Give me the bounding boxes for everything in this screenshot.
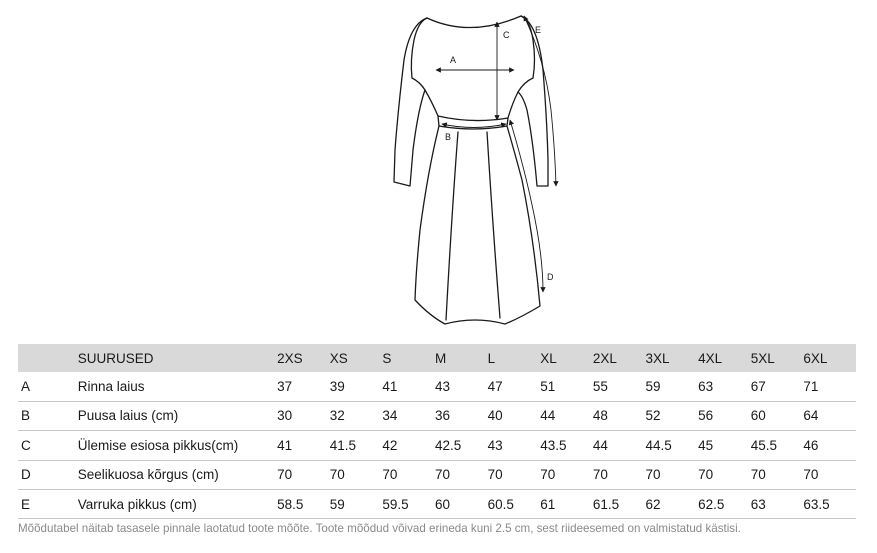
table-cell: 44: [593, 431, 646, 460]
header-size: M: [435, 344, 488, 372]
table-cell: 41: [382, 372, 435, 401]
table-cell: 32: [330, 401, 383, 430]
table-cell: 63: [751, 489, 804, 518]
header-label: SUURUSED: [78, 344, 277, 372]
table-cell: 70: [698, 460, 751, 489]
table-row: [18, 372, 856, 401]
table-cell: 39: [330, 372, 383, 401]
skirt-fold: [487, 132, 500, 318]
header-size: 6XL: [803, 344, 856, 372]
table-cell: 63: [698, 372, 751, 401]
header-size: XS: [330, 344, 383, 372]
label-d: D: [547, 272, 554, 282]
table-cell: 52: [645, 401, 698, 430]
bodice-left-side: [411, 18, 438, 116]
table-cell: 40: [488, 401, 541, 430]
table-cell: 60.5: [488, 489, 541, 518]
table-cell: 58.5: [277, 489, 330, 518]
table-cell: 34: [382, 401, 435, 430]
table-cell: 60: [751, 401, 804, 430]
table-cell: 62: [645, 489, 698, 518]
table-cell: 45.5: [751, 431, 804, 460]
table-cell: 44: [540, 401, 593, 430]
measure-e-line: [524, 16, 556, 186]
neckline: [427, 16, 521, 28]
table-cell: 70: [488, 460, 541, 489]
table-cell: 43.5: [540, 431, 593, 460]
header-size: XL: [540, 344, 593, 372]
table-cell: 61.5: [593, 489, 646, 518]
table-cell: 70: [382, 460, 435, 489]
size-header-row: [18, 344, 856, 372]
header-size: 5XL: [751, 344, 804, 372]
header-size: 4XL: [698, 344, 751, 372]
table-cell: 59: [645, 372, 698, 401]
table-cell: 42.5: [435, 431, 488, 460]
table-row: [18, 460, 856, 489]
row-label: Seelikuosa kõrgus (cm): [78, 460, 277, 489]
table-cell: 51: [540, 372, 593, 401]
table-cell: 30: [277, 401, 330, 430]
table-cell: 59: [330, 489, 383, 518]
header-size: 2XS: [277, 344, 330, 372]
table-cell: 41: [277, 431, 330, 460]
table-cell: 42: [382, 431, 435, 460]
row-key: E: [18, 489, 78, 518]
size-table: [18, 344, 856, 519]
table-cell: 70: [330, 460, 383, 489]
footnote: Mõõdutabel näitab tasasele pinnale laotatud toote mõõte. Toote mõõdud võivad erineda kuni 2.5 cm, sest riideesemed on valmistatud kästisi.: [18, 522, 741, 535]
table-cell: 67: [751, 372, 804, 401]
row-key: C: [18, 431, 78, 460]
row-label: Varruka pikkus (cm): [78, 489, 277, 518]
table-cell: 70: [803, 460, 856, 489]
table-cell: 71: [803, 372, 856, 401]
table-cell: 70: [540, 460, 593, 489]
row-key: D: [18, 460, 78, 489]
table-row: [18, 489, 856, 518]
table-cell: 70: [751, 460, 804, 489]
label-c: C: [503, 30, 510, 40]
table-cell: 44.5: [645, 431, 698, 460]
dress-outline: [394, 16, 548, 324]
header-key: [18, 344, 78, 372]
row-label: Rinna laius: [78, 372, 277, 401]
left-sleeve: [394, 18, 427, 186]
table-cell: 70: [435, 460, 488, 489]
table-cell: 60: [435, 489, 488, 518]
table-cell: 62.5: [698, 489, 751, 518]
table-cell: 70: [645, 460, 698, 489]
table-row: [18, 431, 856, 460]
label-e: E: [535, 25, 542, 35]
table-cell: 46: [803, 431, 856, 460]
table-cell: 48: [593, 401, 646, 430]
table-cell: 64: [803, 401, 856, 430]
row-key: B: [18, 401, 78, 430]
header-size: L: [488, 344, 541, 372]
table-cell: 43: [488, 431, 541, 460]
table-cell: 70: [277, 460, 330, 489]
table-cell: 55: [593, 372, 646, 401]
table-cell: 56: [698, 401, 751, 430]
table-cell: 37: [277, 372, 330, 401]
row-label: Ülemise esiosa pikkus(cm): [78, 431, 277, 460]
label-b: B: [445, 132, 452, 142]
table-cell: 59.5: [382, 489, 435, 518]
header-size: 3XL: [645, 344, 698, 372]
header-size: 2XL: [593, 344, 646, 372]
table-cell: 63.5: [803, 489, 856, 518]
label-a: A: [450, 55, 457, 65]
table-cell: 41.5: [330, 431, 383, 460]
table-cell: 43: [435, 372, 488, 401]
row-key: A: [18, 372, 78, 401]
header-size: S: [382, 344, 435, 372]
skirt: [415, 126, 540, 324]
table-cell: 45: [698, 431, 751, 460]
table-cell: 47: [488, 372, 541, 401]
row-label: Puusa laius (cm): [78, 401, 277, 430]
table-row: [18, 401, 856, 430]
table-cell: 61: [540, 489, 593, 518]
table-cell: 70: [593, 460, 646, 489]
skirt-fold: [446, 132, 458, 320]
table-cell: 36: [435, 401, 488, 430]
